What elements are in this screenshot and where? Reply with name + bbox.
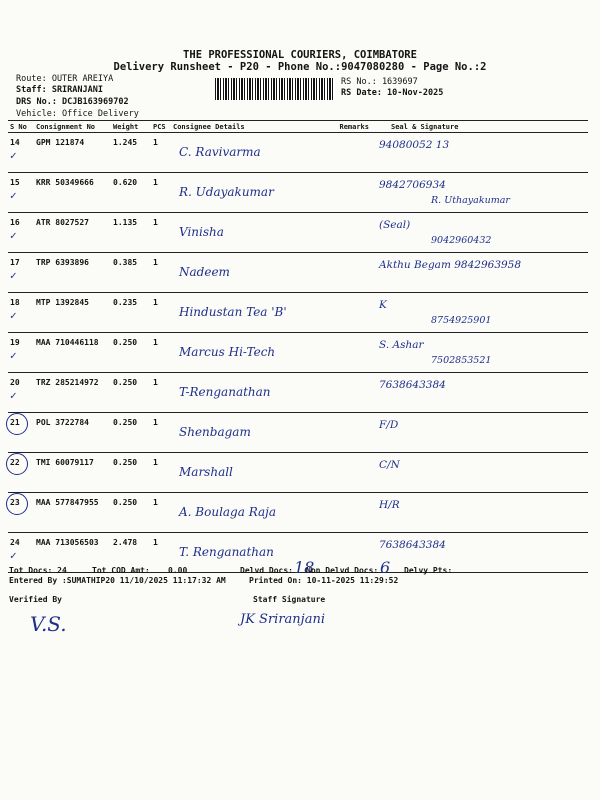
- row-consignee: [171, 173, 316, 213]
- col-signature: Seal & Signature: [371, 121, 588, 133]
- row-remarks: [316, 173, 371, 213]
- row-weight: 1.245: [111, 133, 151, 173]
- consignee-handwriting: R. Udayakumar: [179, 185, 274, 199]
- row-consignment: TMI 60079117: [34, 453, 111, 493]
- row-signature: [371, 253, 588, 293]
- row-weight: 0.250: [111, 453, 151, 493]
- table-header-row: [8, 121, 588, 133]
- row-remarks: [316, 293, 371, 333]
- consignee-handwriting: T-Renganathan: [179, 385, 271, 399]
- route-label: Route: OUTER AREIYA: [16, 74, 114, 84]
- col-pcs: PCS: [151, 121, 171, 133]
- row-weight: 0.620: [111, 173, 151, 213]
- delvy-pts: Delvy Pts:: [404, 566, 453, 575]
- consignee-handwriting: T. Renganathan: [179, 545, 274, 559]
- row-pcs: 1: [151, 413, 171, 453]
- row-weight: 0.250: [111, 333, 151, 373]
- delvd-docs-value: 18: [294, 558, 315, 577]
- row-pcs: 1: [151, 493, 171, 533]
- row-consignee: [171, 333, 316, 373]
- row-pcs: 1: [151, 293, 171, 333]
- non-delvd-label: Non Delvd Docs:: [306, 566, 379, 575]
- row-consignment: KRR 50349666: [34, 173, 111, 213]
- tick-mark-icon: ✓: [10, 269, 17, 282]
- consignee-handwriting: Shenbagam: [179, 425, 251, 439]
- row-consignee: [171, 133, 316, 173]
- rs-number: RS No.: 1639697: [341, 77, 418, 87]
- row-signature: [371, 333, 588, 373]
- table-row: [8, 173, 588, 213]
- row-sno: 23: [8, 493, 34, 533]
- staff-signature-label: Staff Signature: [253, 595, 326, 604]
- row-consignment: GPM 121874: [34, 133, 111, 173]
- signature-text: 9842706934: [379, 179, 446, 191]
- row-signature: [371, 213, 588, 253]
- row-consignee: [171, 413, 316, 453]
- consignee-handwriting: A. Boulaga Raja: [179, 505, 277, 519]
- row-signature: [371, 493, 588, 533]
- runsheet-table: [8, 120, 588, 573]
- col-remarks: Remarks: [316, 121, 371, 133]
- staff-label: Staff: SRIRANJANI: [16, 85, 103, 95]
- row-sno: ✓ 19: [8, 333, 34, 373]
- entered-by: Entered By :SUMATHIP20 11/10/2025 11:17:32 AM: [9, 576, 226, 585]
- row-remarks: [316, 333, 371, 373]
- vehicle-label: Vehicle: Office Delivery: [16, 109, 139, 119]
- row-sno: ✓ 14: [8, 133, 34, 173]
- signature-text: S. Ashar: [379, 339, 424, 351]
- row-signature: [371, 133, 588, 173]
- row-weight: 0.250: [111, 493, 151, 533]
- row-sno: ✓ 15: [8, 173, 34, 213]
- row-sno: ✓ 16: [8, 213, 34, 253]
- row-weight: 0.385: [111, 253, 151, 293]
- consignee-handwriting: Nadeem: [179, 265, 230, 279]
- row-sno: ✓ 18: [8, 293, 34, 333]
- tick-mark-icon: ✓: [10, 309, 17, 322]
- row-consignee: [171, 373, 316, 413]
- signature-text-2: 7502853521: [431, 355, 492, 366]
- tot-cod-label: Tot COD Amt:: [92, 566, 150, 575]
- table-row: [8, 253, 588, 293]
- signature-text: 7638643384: [379, 379, 446, 391]
- table-row: [8, 213, 588, 253]
- signature-text-2: 9042960432: [431, 235, 492, 246]
- signature-text: 94080052 13: [379, 139, 450, 151]
- row-signature: [371, 173, 588, 213]
- signature-text: H/R: [379, 499, 400, 511]
- consignee-handwriting: Marcus Hi-Tech: [179, 345, 276, 359]
- signature-text: (Seal): [379, 219, 411, 231]
- row-consignment: MTP 1392845: [34, 293, 111, 333]
- row-pcs: 1: [151, 253, 171, 293]
- row-sno: 21: [8, 413, 34, 453]
- printed-on: Printed On: 10-11-2025 11:29:52: [249, 576, 399, 585]
- signature-text: Akthu Begam 9842963958: [379, 259, 522, 271]
- drs-label: DRS No.: DCJB163969702: [16, 97, 129, 107]
- table-row: [8, 373, 588, 413]
- row-signature: [371, 453, 588, 493]
- row-consignee: [171, 453, 316, 493]
- row-pcs: 1: [151, 213, 171, 253]
- signature-text: C/N: [379, 459, 400, 471]
- table-row: [8, 453, 588, 493]
- row-remarks: [316, 493, 371, 533]
- runsheet-subtitle: Delivery Runsheet - P20 - Phone No.:9047080280 - Page No.:2: [113, 61, 487, 73]
- row-consignee: [171, 493, 316, 533]
- row-consignment: TRZ 285214972: [34, 373, 111, 413]
- signature-text: 7638643384: [379, 539, 446, 551]
- table-row: [8, 413, 588, 453]
- row-remarks: [316, 253, 371, 293]
- row-consignment: ATR 8027527: [34, 213, 111, 253]
- row-signature: [371, 413, 588, 453]
- table-row: [8, 293, 588, 333]
- row-sno: 22: [8, 453, 34, 493]
- row-pcs: 1: [151, 533, 171, 573]
- row-pcs: 1: [151, 133, 171, 173]
- row-weight: 1.135: [111, 213, 151, 253]
- signature-text: K: [379, 299, 387, 311]
- row-sno: ✓ 24: [8, 533, 34, 573]
- row-consignment: MAA 577847955: [34, 493, 111, 533]
- non-delvd-value: 6: [380, 558, 391, 577]
- verified-by-label: Verified By: [9, 595, 62, 604]
- consignee-handwriting: C. Ravivarma: [179, 145, 261, 159]
- tick-mark-icon: ✓: [10, 229, 17, 242]
- row-weight: 0.235: [111, 293, 151, 333]
- row-weight: 2.478: [111, 533, 151, 573]
- row-pcs: 1: [151, 453, 171, 493]
- delvd-docs-label: Delvd Docs:: [240, 566, 293, 575]
- row-sno: ✓ 17: [8, 253, 34, 293]
- tick-mark-icon: ✓: [10, 149, 17, 162]
- row-signature: [371, 293, 588, 333]
- row-remarks: [316, 213, 371, 253]
- row-consignment: MAA 713056503: [34, 533, 111, 573]
- consignee-handwriting: Vinisha: [179, 225, 224, 239]
- row-weight: 0.250: [111, 413, 151, 453]
- tick-mark-icon: ✓: [10, 349, 17, 362]
- row-sno: ✓ 20: [8, 373, 34, 413]
- row-pcs: 1: [151, 333, 171, 373]
- table-row: [8, 333, 588, 373]
- col-consignment: Consignment No: [34, 121, 111, 133]
- row-pcs: 1: [151, 373, 171, 413]
- row-remarks: [316, 373, 371, 413]
- row-consignment: TRP 6393896: [34, 253, 111, 293]
- row-weight: 0.250: [111, 373, 151, 413]
- col-weight: Weight: [111, 121, 151, 133]
- row-pcs: 1: [151, 173, 171, 213]
- row-remarks: [316, 133, 371, 173]
- row-consignment: MAA 710446118: [34, 333, 111, 373]
- rs-date: RS Date: 10-Nov-2025: [341, 88, 444, 98]
- signature-text-2: 8754925901: [431, 315, 492, 326]
- col-consignee: Consignee Details: [171, 121, 316, 133]
- barcode: [215, 78, 335, 100]
- staff-handwritten-signature: JK Sriranjani: [240, 612, 325, 627]
- consignee-handwriting: Marshall: [179, 465, 233, 479]
- row-remarks: [316, 413, 371, 453]
- col-sno: S No: [8, 121, 34, 133]
- consignee-handwriting: Hindustan Tea 'B': [179, 305, 287, 319]
- tot-docs: Tot Docs: 24: [9, 566, 67, 575]
- row-signature: [371, 373, 588, 413]
- tick-mark-icon: ✓: [10, 189, 17, 202]
- tick-mark-icon: ✓: [10, 549, 17, 562]
- tot-cod-value: 0.00: [168, 566, 188, 575]
- company-title: THE PROFESSIONAL COURIERS, COIMBATORE: [183, 49, 417, 61]
- table-row: [8, 493, 588, 533]
- signature-text-2: R. Uthayakumar: [431, 195, 510, 206]
- verified-signature: V.S.: [30, 612, 67, 636]
- row-consignee: [171, 253, 316, 293]
- table-row: [8, 133, 588, 173]
- row-consignee: [171, 213, 316, 253]
- signature-text: F/D: [379, 419, 399, 431]
- row-consignment: POL 3722784: [34, 413, 111, 453]
- row-remarks: [316, 453, 371, 493]
- tick-mark-icon: ✓: [10, 389, 17, 402]
- row-consignee: [171, 293, 316, 333]
